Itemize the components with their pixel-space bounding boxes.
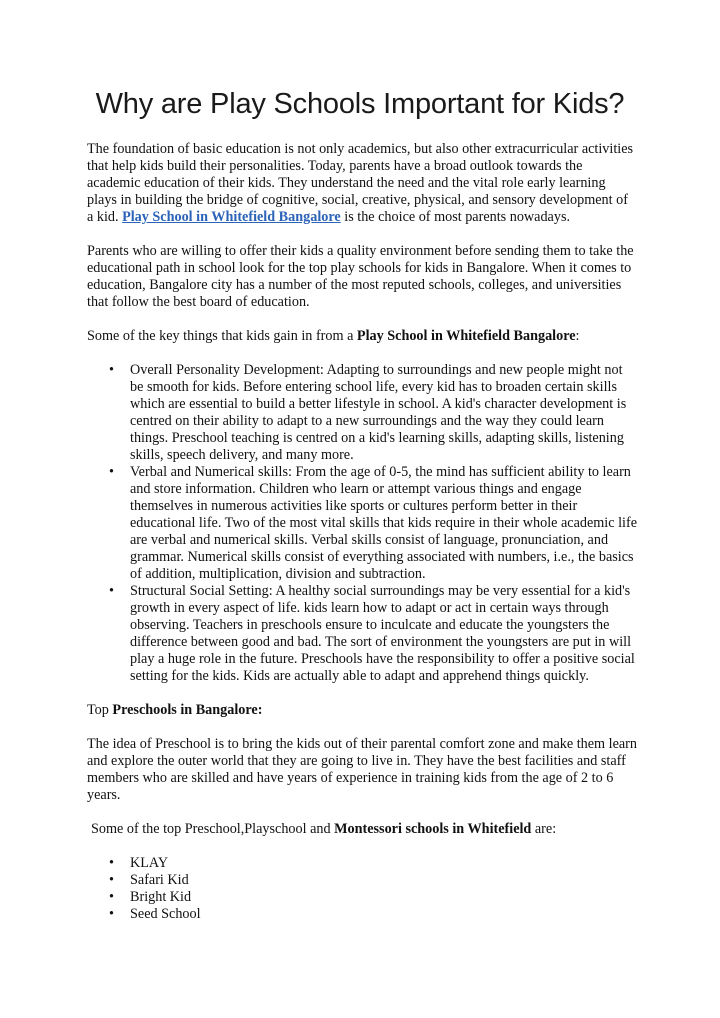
intro-paragraph: [87, 141, 637, 226]
intro-text: The foundation of basic education is not only academics, but also other extracurricular activities that help kids build their personalities. Today, parents have a broad outlook towards the academic education of their kids. They understand the need and the vital role early learning plays in building the bridge of cognitive, social, creative, physical, and sensory development of a kid.: [87, 141, 634, 225]
some-top-bold: Montessori schools in Whitefield: [334, 821, 532, 837]
school-name: KLAY: [130, 855, 169, 871]
list-item-text: Verbal and Numerical skills: From the age of 0-5, the mind has sufficient ability to learn and store information. Children who learn or attempt various things and engage themselves in numerous activities like sports or cultures perform better in their educational life. Two of the most vital skills that kids require in their whole academic life are verbal and numerical skills. Verbal skills consist of language, pronunciation, and grammar. Numerical skills consist of everything associated with numbers, i.e., the basics of addition, multiplication, division and subtraction.: [130, 464, 637, 582]
list-item-text: Structural Social Setting: A healthy social surroundings may be very essential for a kid's growth in every aspect of life. kids learn how to adapt or act in certain ways through observing. Teachers in preschools ensure to inculcate and educate the youngsters the difference between good and bad. The sort of environment the youngsters are put in will play a huge role in the future. Preschools have the responsibility to offer a positive social setting for the kids. Kids are actually able to adapt and apprehend things quickly.: [130, 583, 635, 684]
key-things-paragraph: [87, 328, 637, 345]
some-top-end: are:: [531, 821, 557, 837]
list-item: [87, 362, 637, 464]
school-name: Safari Kid: [130, 872, 189, 888]
bullet-icon: •: [109, 872, 114, 888]
bullet-icon: •: [109, 583, 114, 599]
some-top-paragraph: [87, 821, 637, 838]
school-name: Seed School: [130, 906, 201, 922]
document-body: [87, 141, 637, 940]
list-item: [87, 583, 637, 685]
some-top-text: Some of the top Preschool,Playschool and: [91, 821, 335, 837]
list-item: [87, 872, 637, 889]
bullet-icon: •: [109, 906, 114, 922]
top-preschools-heading: [87, 702, 637, 719]
schools-list: [87, 855, 637, 923]
list-item-text: Overall Personality Development: Adapting to surroundings and new people might not be smooth for kids. Before entering school life, every kid has to broaden certain skills which are essential to build a better lifestyle in school. A kid's character development is centred on their ability to adapt to a new surroundings and the way they could learn things. Preschool teaching is centred on a kid's learning skills, adapting skills, listening skills, speech delivery, and many more.: [130, 362, 627, 463]
benefits-list: [87, 362, 637, 685]
key-things-colon: :: [575, 328, 580, 344]
bullet-icon: •: [109, 889, 114, 905]
top-text: Top: [87, 702, 113, 718]
top-bold: Preschools in Bangalore:: [112, 702, 263, 718]
list-item: [87, 906, 637, 923]
school-name: Bright Kid: [130, 889, 192, 905]
parents-paragraph: Parents who are willing to offer their kids a quality environment before sending them to take the educational path in school look for the top play schools for kids in Bangalore. When it comes to education, Bangalore city has a number of the most reputed schools, colleges, and universities that follow the best board of education.: [87, 243, 634, 310]
list-item: [87, 855, 637, 872]
key-things-text: Some of the key things that kids gain in from a: [87, 328, 357, 344]
bullet-icon: •: [109, 362, 114, 378]
page-title: Why are Play Schools Important for Kids?: [95, 88, 625, 120]
bullet-icon: •: [109, 855, 114, 871]
key-things-bold: Play School in Whitefield Bangalore: [356, 328, 576, 344]
list-item: [87, 464, 637, 583]
bullet-icon: •: [109, 464, 114, 480]
idea-paragraph: The idea of Preschool is to bring the kids out of their parental comfort zone and make them learn and explore the outer world that they are going to live in. They have the best facilities and staff members who are skilled and have years of experience in training kids from the age of 2 to 6 years.: [87, 736, 637, 803]
play-school-whitefield-link[interactable]: Play School in Whitefield Bangalore: [122, 209, 341, 225]
list-item: [87, 889, 637, 906]
intro-text-end: is the choice of most parents nowadays.: [340, 209, 571, 225]
